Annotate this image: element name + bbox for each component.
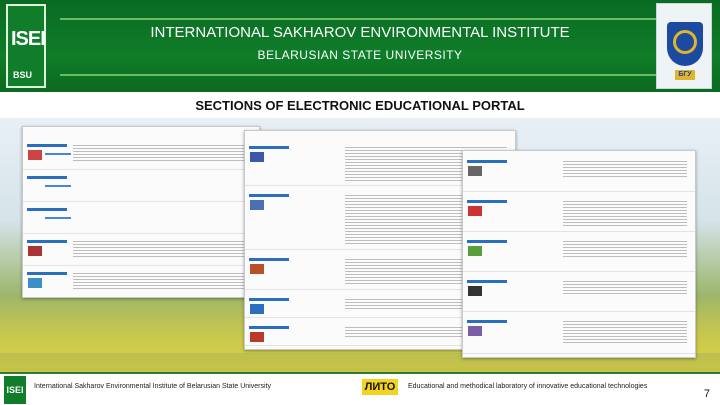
list-item [463,235,695,272]
list-item [463,315,695,354]
header-bottom-rule [60,74,660,76]
page-number: 7 [703,388,710,400]
list-item [23,235,259,266]
list-item [23,267,259,298]
emblem-label: БГУ [675,70,695,80]
isei-logo [6,4,46,88]
lito-badge: ЛИТО [362,379,398,395]
isei-logo-text: ISEI [11,28,45,50]
university-title: BELARUSIAN STATE UNIVERSITY [257,48,463,62]
section-title: SECTIONS OF ELECTRONIC EDUCATIONAL PORTAL [195,98,525,113]
list-item [463,155,695,192]
portal-screenshot-right [462,150,696,358]
isei-small-logo: ISEI [4,376,26,404]
footer-lab: Educational and methodical laboratory of innovative educational technologies [408,383,648,390]
institute-title: INTERNATIONAL SAKHAROV ENVIRONMENTAL INSTITUTE [150,24,570,41]
isei-logo-sub: BSU [13,70,33,80]
list-item [23,203,259,234]
list-item [23,139,259,170]
bsu-emblem [656,3,712,89]
list-item [463,195,695,232]
header-banner [0,0,720,92]
header-top-rule [60,18,660,20]
slide-footer [0,374,720,405]
portal-screenshot-left [22,126,260,298]
emblem-wing-icon [673,30,697,54]
footer-institute: International Sakharov Environmental Institute of Belarusian State University [34,383,271,390]
list-item [463,275,695,312]
list-item [23,171,259,202]
